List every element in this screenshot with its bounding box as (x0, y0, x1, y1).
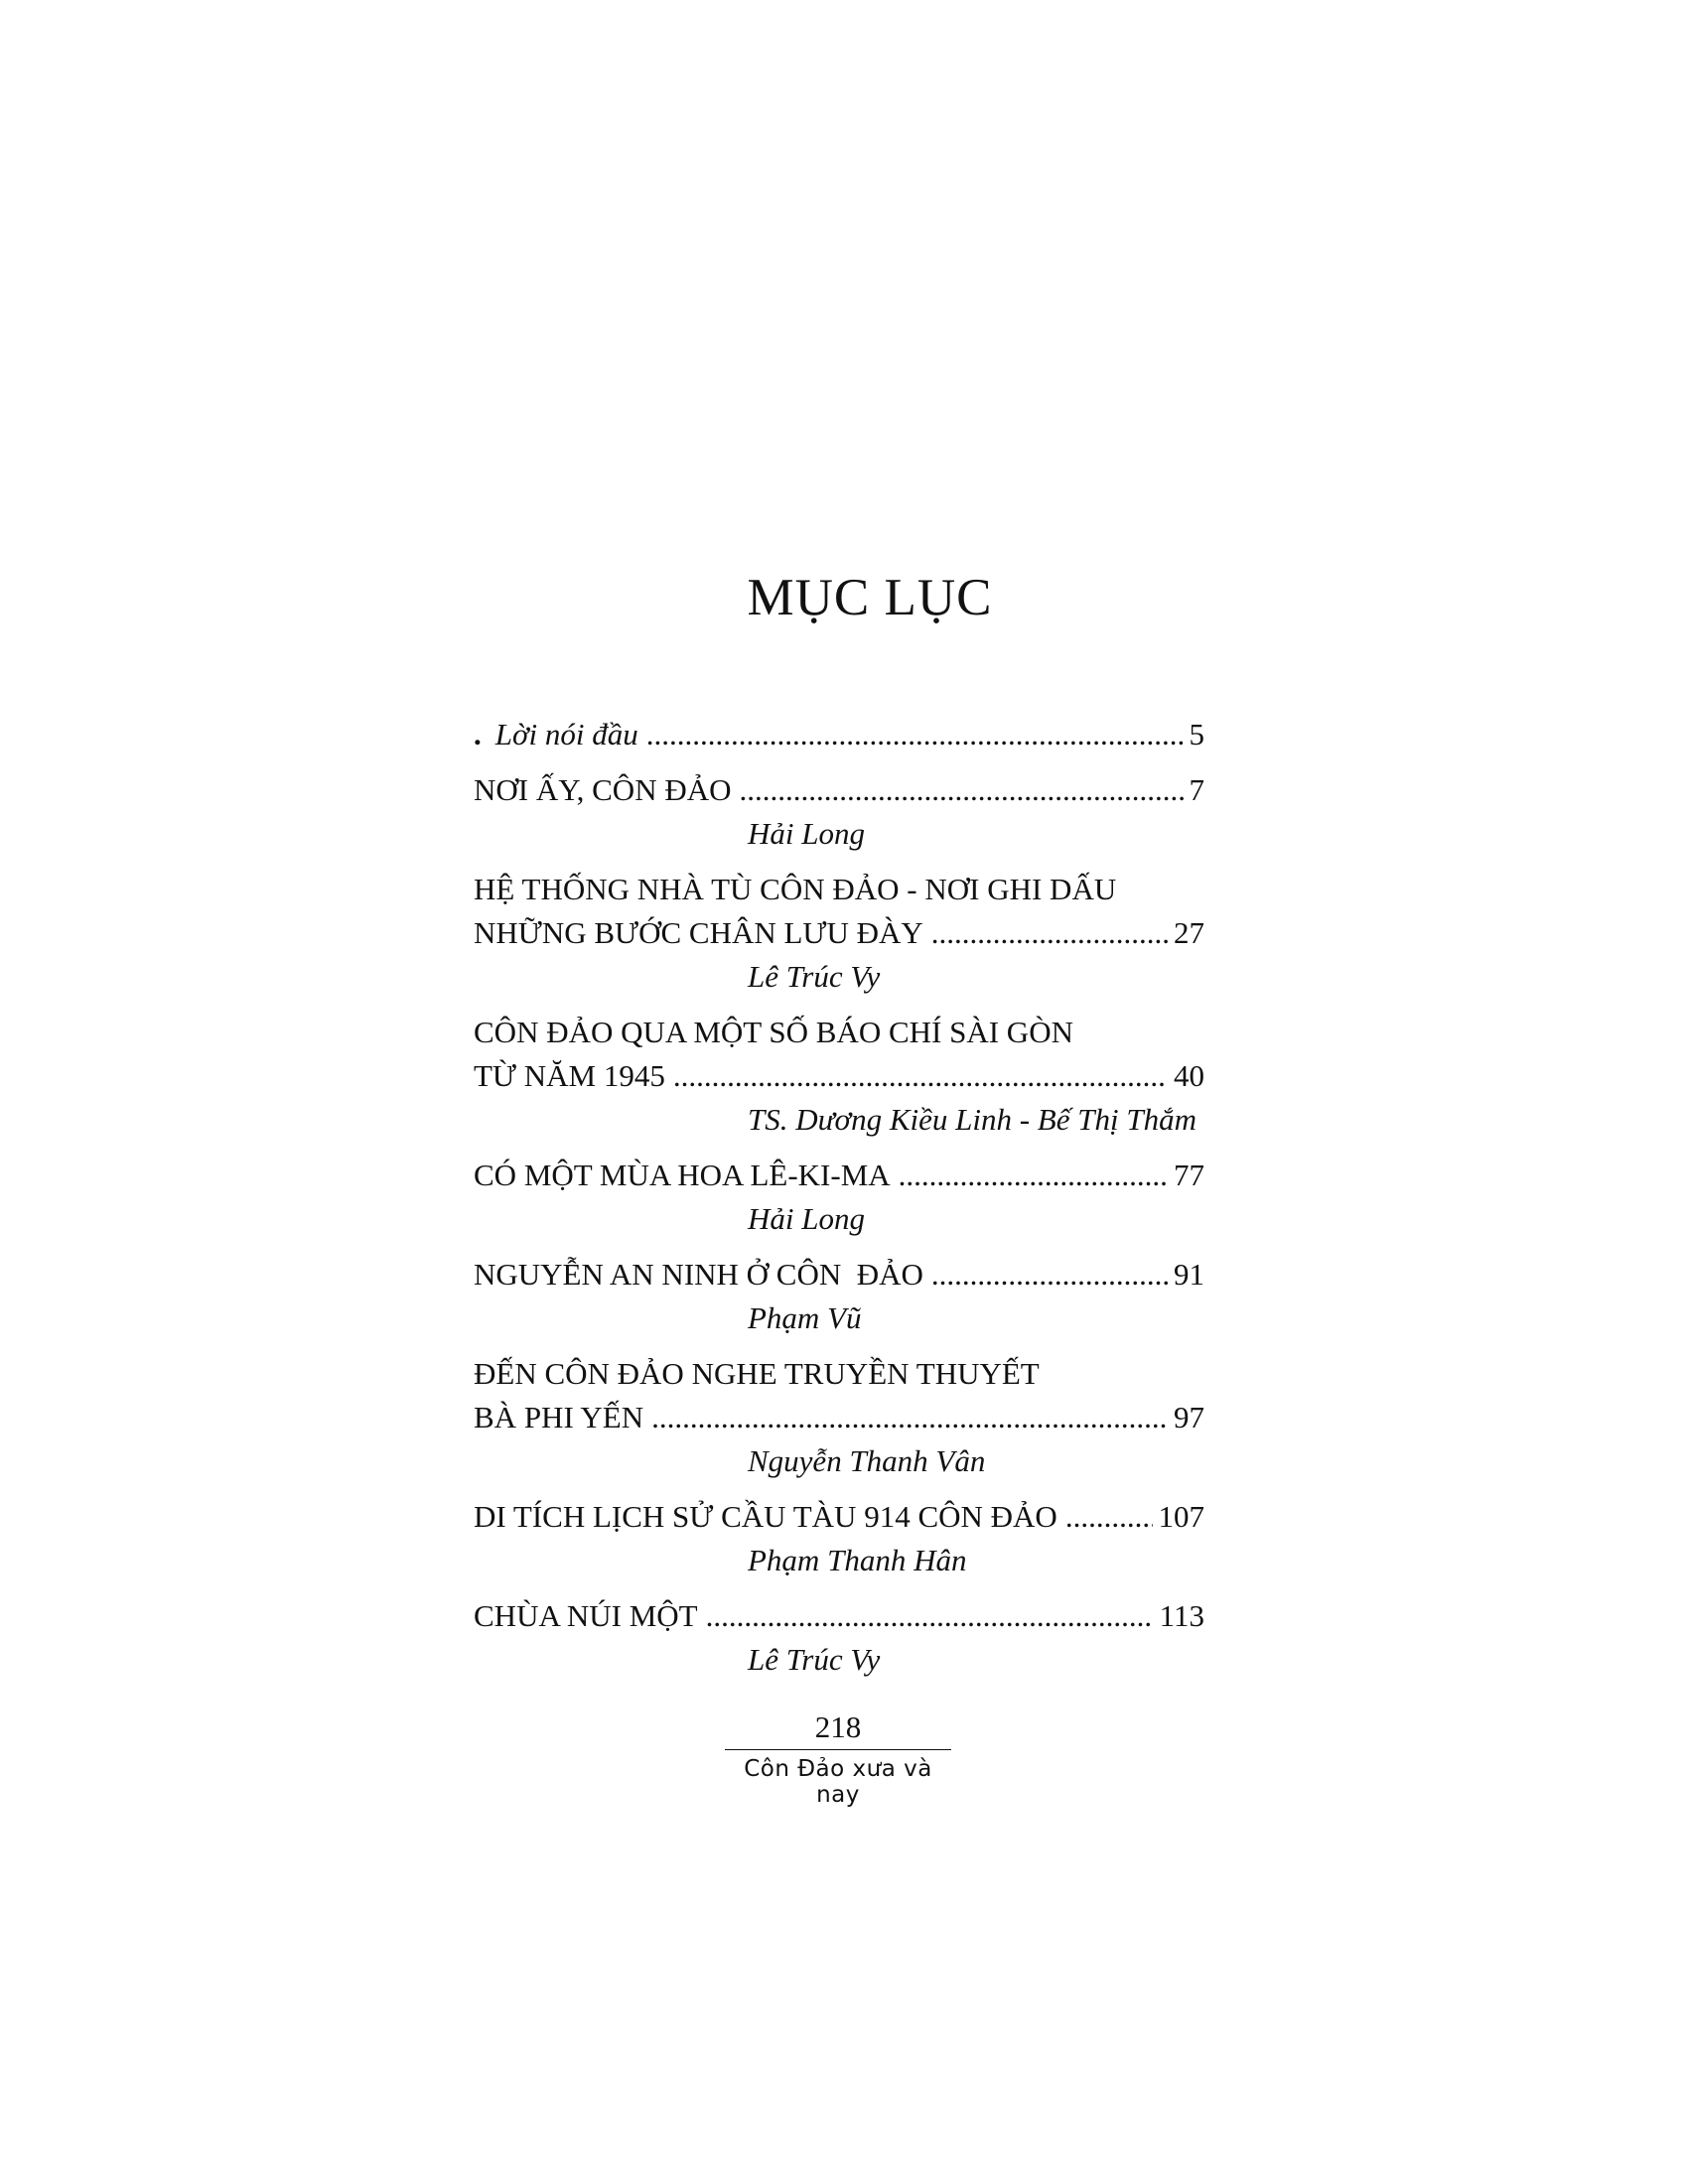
table-of-contents (474, 717, 1204, 1686)
toc-entry-title: NGUYỄN AN NINH Ở CÔN ĐẢO (474, 1257, 923, 1292)
book-title: Côn Đảo xưa và nay (744, 1756, 932, 1808)
toc-entry-noi-ay-con-dao[interactable] (474, 772, 1204, 816)
toc-page-number: 113 (1159, 1598, 1204, 1633)
toc-entry-title-line1[interactable]: ĐẾN CÔN ĐẢO NGHE TRUYỀN THUYẾT (474, 1356, 1040, 1391)
toc-entry-title: CHÙA NÚI MỘT (474, 1598, 698, 1633)
dot-leader (706, 1598, 1154, 1634)
toc-entry-hoa-le-ki-ma[interactable] (474, 1158, 1204, 1201)
toc-entry-author: Phạm Thanh Hân (748, 1543, 967, 1577)
dot-leader (651, 1400, 1168, 1435)
toc-page-number: 77 (1174, 1158, 1204, 1192)
toc-entry-author: Lê Trúc Vy (748, 959, 881, 994)
toc-entry-nguyen-an-ninh[interactable] (474, 1257, 1204, 1300)
toc-entry-title-line1[interactable]: CÔN ĐẢO QUA MỘT SỐ BÁO CHÍ SÀI GÒN (474, 1015, 1073, 1049)
toc-entry-author: Hải Long (748, 816, 865, 851)
toc-entry-author: Phạm Vũ (748, 1300, 862, 1335)
page-footer (725, 1709, 951, 1808)
toc-entry-nha-tu-con-dao[interactable] (474, 915, 1204, 959)
toc-entry-author: Nguyễn Thanh Vân (748, 1443, 986, 1478)
toc-page-number: 40 (1174, 1058, 1204, 1093)
toc-entry-title-line2: BÀ PHI YẾN (474, 1400, 644, 1434)
toc-entry-title: DI TÍCH LỊCH SỬ CẦU TÀU 914 CÔN ĐẢO (474, 1499, 1057, 1534)
toc-entry-title: Lời nói đầu (494, 717, 638, 751)
page-number: 218 (725, 1709, 951, 1750)
dot-leader (646, 717, 1184, 752)
toc-entry-ba-phi-yen[interactable] (474, 1400, 1204, 1443)
toc-page-number: 97 (1174, 1400, 1204, 1434)
toc-page-number: 7 (1189, 772, 1204, 807)
dot-leader (740, 772, 1184, 808)
toc-page-number: 91 (1174, 1257, 1204, 1292)
dot-leader (931, 915, 1168, 951)
toc-entry-title-line2: NHỮNG BƯỚC CHÂN LƯU ĐÀY (474, 915, 923, 950)
toc-entry-title-line1[interactable]: HỆ THỐNG NHÀ TÙ CÔN ĐẢO - NƠI GHI DẤU (474, 872, 1117, 906)
toc-page-number: 5 (1189, 717, 1204, 751)
dot-leader (931, 1257, 1168, 1293)
toc-entry-title: CÓ MỘT MÙA HOA LÊ-KI-MA (474, 1158, 891, 1192)
dot-leader (673, 1058, 1168, 1094)
toc-entry-title-line2: TỪ NĂM 1945 (474, 1058, 665, 1093)
toc-entry-author: TS. Dương Kiều Linh - Bế Thị Thắm (748, 1102, 1196, 1137)
dot-leader (899, 1158, 1168, 1193)
toc-entry-cau-tau-914[interactable] (474, 1499, 1204, 1543)
page-title: MỤC LỤC (747, 569, 993, 626)
toc-page-number: 107 (1158, 1499, 1204, 1534)
toc-entry-chua-nui-mot[interactable] (474, 1598, 1204, 1642)
dot-leader (1065, 1499, 1153, 1535)
toc-entry-loi-noi-dau[interactable] (474, 717, 1204, 760)
toc-entry-author: Lê Trúc Vy (748, 1642, 881, 1677)
toc-entry-author: Hải Long (748, 1201, 865, 1236)
bullet: . (474, 717, 482, 751)
toc-entry-title: NƠI ẤY, CÔN ĐẢO (474, 772, 732, 807)
toc-page-number: 27 (1174, 915, 1204, 950)
toc-entry-bao-chi-sai-gon[interactable] (474, 1058, 1204, 1102)
